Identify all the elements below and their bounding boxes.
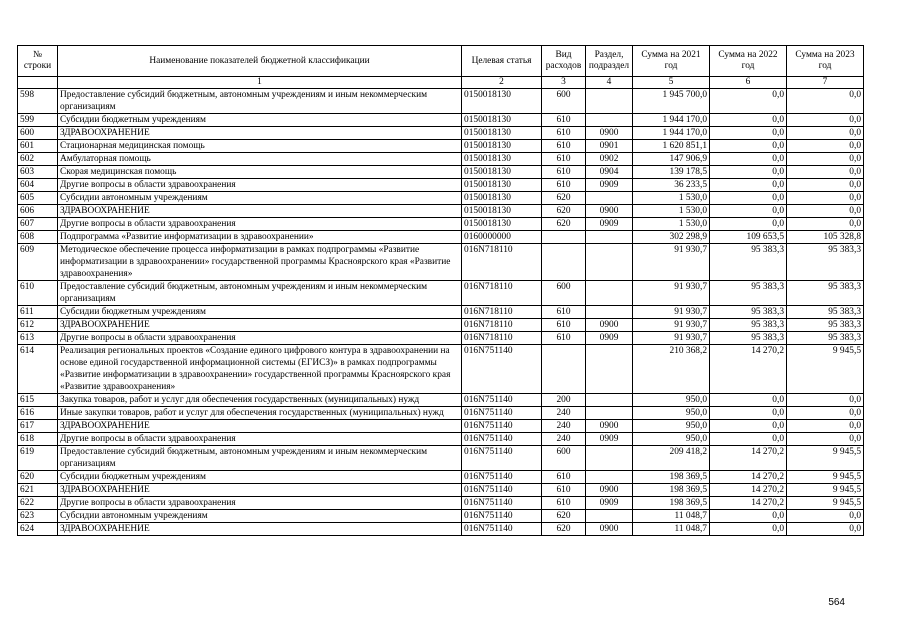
sum-2022: 0,0 [710, 179, 787, 192]
table-row [18, 345, 864, 394]
section-code [586, 471, 633, 484]
expense-type: 610 [542, 127, 586, 140]
sum-2021: 950,0 [633, 420, 710, 433]
sum-2021: 209 418,2 [633, 446, 710, 471]
sum-2021: 1 944 170,0 [633, 114, 710, 127]
expense-type: 610 [542, 306, 586, 319]
sum-2022: 95 383,3 [710, 281, 787, 306]
sum-2021: 1 530,0 [633, 218, 710, 231]
section-code: 0900 [586, 127, 633, 140]
sum-2022: 0,0 [710, 218, 787, 231]
expense-type: 240 [542, 433, 586, 446]
indicator-name: Реализация региональных проектов «Создание единого цифрового контура в здравоохранении на основе единой государственной информационной системы (ЕГИСЗ)» в рамках подпрограммы «Развитие информатизации в здравоохранении» государственной программы Красноярского края «Развитие здравоохранения» [58, 345, 462, 394]
table-row [18, 89, 864, 114]
row-number: 622 [18, 497, 58, 510]
sum-2023: 9 945,5 [787, 345, 864, 394]
sum-2022: 95 383,3 [710, 244, 787, 281]
target-article: 016N718110 [462, 332, 542, 345]
table-row [18, 153, 864, 166]
table-row [18, 497, 864, 510]
page-number: 564 [828, 597, 845, 608]
sum-2021: 139 178,5 [633, 166, 710, 179]
row-number: 612 [18, 319, 58, 332]
section-code: 0909 [586, 332, 633, 345]
sum-2022: 109 653,5 [710, 231, 787, 244]
indicator-name: Другие вопросы в области здравоохранения [58, 433, 462, 446]
target-article: 0150018130 [462, 166, 542, 179]
header-sum-2023: Сумма на 2023 год [787, 46, 864, 77]
sum-2021: 36 233,5 [633, 179, 710, 192]
indicator-name: Предоставление субсидий бюджетным, автономным учреждениям и иным некоммерческим организациям [58, 89, 462, 114]
sum-2022: 95 383,3 [710, 319, 787, 332]
sum-2023: 9 945,5 [787, 484, 864, 497]
sum-2021: 1 530,0 [633, 205, 710, 218]
sum-2022: 0,0 [710, 420, 787, 433]
row-number: 619 [18, 446, 58, 471]
table-row [18, 231, 864, 244]
section-code: 0900 [586, 420, 633, 433]
sum-2021: 91 930,7 [633, 244, 710, 281]
sum-2023: 0,0 [787, 127, 864, 140]
target-article: 016N751140 [462, 407, 542, 420]
header-target-article: Целевая статья [462, 46, 542, 77]
column-number: 6 [710, 77, 787, 89]
sum-2022: 95 383,3 [710, 332, 787, 345]
indicator-name: Субсидии бюджетным учреждениям [58, 114, 462, 127]
indicator-name: Скорая медицинская помощь [58, 166, 462, 179]
target-article: 016N751140 [462, 484, 542, 497]
sum-2021: 210 368,2 [633, 345, 710, 394]
section-code: 0900 [586, 205, 633, 218]
sum-2021: 1 944 170,0 [633, 127, 710, 140]
sum-2021: 198 369,5 [633, 497, 710, 510]
row-number: 599 [18, 114, 58, 127]
sum-2022: 14 270,2 [710, 484, 787, 497]
expense-type: 620 [542, 218, 586, 231]
sum-2022: 0,0 [710, 205, 787, 218]
sum-2022: 14 270,2 [710, 446, 787, 471]
section-code: 0900 [586, 319, 633, 332]
table-row [18, 394, 864, 407]
table-row [18, 281, 864, 306]
indicator-name: Стационарная медицинская помощь [58, 140, 462, 153]
target-article: 0150018130 [462, 89, 542, 114]
section-code [586, 89, 633, 114]
sum-2023: 9 945,5 [787, 446, 864, 471]
table-row [18, 319, 864, 332]
sum-2023: 95 383,3 [787, 332, 864, 345]
table-row [18, 179, 864, 192]
target-article: 016N718110 [462, 319, 542, 332]
target-article: 016N751140 [462, 433, 542, 446]
target-article: 0150018130 [462, 153, 542, 166]
row-number: 608 [18, 231, 58, 244]
target-article: 0150018130 [462, 218, 542, 231]
sum-2023: 0,0 [787, 523, 864, 536]
section-code [586, 446, 633, 471]
sum-2022: 0,0 [710, 153, 787, 166]
sum-2023: 0,0 [787, 140, 864, 153]
sum-2021: 147 906,9 [633, 153, 710, 166]
expense-type: 610 [542, 179, 586, 192]
sum-2022: 14 270,2 [710, 345, 787, 394]
sum-2021: 91 930,7 [633, 319, 710, 332]
sum-2023: 0,0 [787, 433, 864, 446]
indicator-name: Амбулаторная помощь [58, 153, 462, 166]
indicator-name: Иные закупки товаров, работ и услуг для обеспечения государственных (муниципальных) нужд [58, 407, 462, 420]
sum-2023: 0,0 [787, 179, 864, 192]
indicator-name: Субсидии автономным учреждениям [58, 510, 462, 523]
sum-2023: 9 945,5 [787, 497, 864, 510]
header-expense-type: Вид расходов [542, 46, 586, 77]
row-number: 603 [18, 166, 58, 179]
row-number: 624 [18, 523, 58, 536]
sum-2023: 0,0 [787, 153, 864, 166]
indicator-name: Подпрограмма «Развитие информатизации в здравоохранении» [58, 231, 462, 244]
table-row [18, 484, 864, 497]
table-body [18, 89, 864, 536]
target-article: 0150018130 [462, 192, 542, 205]
table-row [18, 306, 864, 319]
section-code: 0901 [586, 140, 633, 153]
expense-type: 610 [542, 153, 586, 166]
expense-type: 610 [542, 332, 586, 345]
sum-2023: 0,0 [787, 407, 864, 420]
table-row [18, 420, 864, 433]
indicator-name: Предоставление субсидий бюджетным, автономным учреждениям и иным некоммерческим организациям [58, 281, 462, 306]
row-number: 614 [18, 345, 58, 394]
table-row [18, 218, 864, 231]
row-number: 604 [18, 179, 58, 192]
row-number: 607 [18, 218, 58, 231]
section-code [586, 394, 633, 407]
expense-type: 610 [542, 319, 586, 332]
target-article: 016N718110 [462, 281, 542, 306]
row-number: 617 [18, 420, 58, 433]
target-article: 016N751140 [462, 523, 542, 536]
sum-2022: 0,0 [710, 192, 787, 205]
sum-2022: 0,0 [710, 523, 787, 536]
header-section: Раздел, подраздел [586, 46, 633, 77]
sum-2023: 95 383,3 [787, 244, 864, 281]
row-number: 620 [18, 471, 58, 484]
expense-type: 620 [542, 205, 586, 218]
section-code: 0909 [586, 433, 633, 446]
section-code: 0902 [586, 153, 633, 166]
sum-2021: 1 620 851,1 [633, 140, 710, 153]
indicator-name: Другие вопросы в области здравоохранения [58, 332, 462, 345]
table-row [18, 114, 864, 127]
sum-2022: 0,0 [710, 394, 787, 407]
target-article: 016N751140 [462, 497, 542, 510]
sum-2021: 950,0 [633, 433, 710, 446]
header-sum-2021: Сумма на 2021 год [633, 46, 710, 77]
table-row [18, 205, 864, 218]
target-article: 016N751140 [462, 446, 542, 471]
sum-2021: 11 048,7 [633, 523, 710, 536]
target-article: 0150018130 [462, 205, 542, 218]
row-number: 611 [18, 306, 58, 319]
section-code [586, 114, 633, 127]
section-code: 0904 [586, 166, 633, 179]
target-article: 016N751140 [462, 420, 542, 433]
sum-2023: 0,0 [787, 114, 864, 127]
table-row [18, 523, 864, 536]
sum-2022: 0,0 [710, 89, 787, 114]
indicator-name: ЗДРАВООХРАНЕНИЕ [58, 484, 462, 497]
sum-2021: 1 530,0 [633, 192, 710, 205]
row-number: 613 [18, 332, 58, 345]
section-code: 0909 [586, 218, 633, 231]
row-number: 618 [18, 433, 58, 446]
target-article: 0150018130 [462, 114, 542, 127]
row-number: 616 [18, 407, 58, 420]
sum-2022: 95 383,3 [710, 306, 787, 319]
column-number: 3 [542, 77, 586, 89]
column-number-row [18, 77, 864, 89]
section-code [586, 231, 633, 244]
sum-2023: 95 383,3 [787, 306, 864, 319]
target-article: 0150018130 [462, 179, 542, 192]
sum-2023: 9 945,5 [787, 471, 864, 484]
section-code: 0900 [586, 523, 633, 536]
column-number: 2 [462, 77, 542, 89]
sum-2022: 14 270,2 [710, 471, 787, 484]
table-row [18, 127, 864, 140]
table-row [18, 471, 864, 484]
column-number: 7 [787, 77, 864, 89]
sum-2022: 0,0 [710, 127, 787, 140]
row-number: 609 [18, 244, 58, 281]
target-article: 016N751140 [462, 471, 542, 484]
sum-2022: 0,0 [710, 166, 787, 179]
sum-2021: 198 369,5 [633, 484, 710, 497]
table-row [18, 433, 864, 446]
sum-2023: 0,0 [787, 218, 864, 231]
row-number: 615 [18, 394, 58, 407]
expense-type: 240 [542, 420, 586, 433]
sum-2021: 198 369,5 [633, 471, 710, 484]
sum-2021: 91 930,7 [633, 281, 710, 306]
section-code [586, 192, 633, 205]
expense-type [542, 244, 586, 281]
indicator-name: Субсидии бюджетным учреждениям [58, 306, 462, 319]
indicator-name: Закупка товаров, работ и услуг для обеспечения государственных (муниципальных) нужд [58, 394, 462, 407]
indicator-name: Субсидии автономным учреждениям [58, 192, 462, 205]
indicator-name: ЗДРАВООХРАНЕНИЕ [58, 319, 462, 332]
indicator-name: ЗДРАВООХРАНЕНИЕ [58, 420, 462, 433]
sum-2021: 950,0 [633, 407, 710, 420]
table-row [18, 192, 864, 205]
target-article: 016N718110 [462, 306, 542, 319]
target-article: 016N751140 [462, 510, 542, 523]
sum-2022: 0,0 [710, 510, 787, 523]
expense-type: 200 [542, 394, 586, 407]
row-number: 610 [18, 281, 58, 306]
header-indicator-name: Наименование показателей бюджетной классификации [58, 46, 462, 77]
row-number: 621 [18, 484, 58, 497]
indicator-name: ЗДРАВООХРАНЕНИЕ [58, 523, 462, 536]
sum-2023: 0,0 [787, 394, 864, 407]
sum-2023: 105 328,8 [787, 231, 864, 244]
target-article: 0160000000 [462, 231, 542, 244]
section-code [586, 281, 633, 306]
row-number: 600 [18, 127, 58, 140]
sum-2022: 0,0 [710, 407, 787, 420]
row-number: 602 [18, 153, 58, 166]
header-sum-2022: Сумма на 2022 год [710, 46, 787, 77]
expense-type: 240 [542, 407, 586, 420]
indicator-name: ЗДРАВООХРАНЕНИЕ [58, 205, 462, 218]
row-number: 601 [18, 140, 58, 153]
column-number: 4 [586, 77, 633, 89]
indicator-name: Другие вопросы в области здравоохранения [58, 497, 462, 510]
table-row [18, 407, 864, 420]
sum-2021: 91 930,7 [633, 332, 710, 345]
sum-2023: 0,0 [787, 89, 864, 114]
sum-2021: 91 930,7 [633, 306, 710, 319]
row-number: 605 [18, 192, 58, 205]
expense-type: 610 [542, 497, 586, 510]
sum-2022: 0,0 [710, 433, 787, 446]
expense-type: 620 [542, 192, 586, 205]
header-row [18, 46, 864, 77]
section-code [586, 244, 633, 281]
expense-type: 600 [542, 89, 586, 114]
indicator-name: Предоставление субсидий бюджетным, автономным учреждениям и иным некоммерческим организациям [58, 446, 462, 471]
sum-2023: 95 383,3 [787, 319, 864, 332]
row-number: 598 [18, 89, 58, 114]
sum-2023: 0,0 [787, 420, 864, 433]
sum-2021: 302 298,9 [633, 231, 710, 244]
sum-2022: 0,0 [710, 140, 787, 153]
section-code [586, 510, 633, 523]
column-number: 5 [633, 77, 710, 89]
expense-type: 620 [542, 523, 586, 536]
sum-2023: 0,0 [787, 166, 864, 179]
indicator-name: Методическое обеспечение процесса информатизации в рамках подпрограммы «Развитие информатизации в здравоохранении» государственной программы Красноярского края «Развитие здравоохранения» [58, 244, 462, 281]
sum-2021: 11 048,7 [633, 510, 710, 523]
row-number: 606 [18, 205, 58, 218]
expense-type: 600 [542, 446, 586, 471]
target-article: 0150018130 [462, 140, 542, 153]
column-number: 1 [58, 77, 462, 89]
indicator-name: Другие вопросы в области здравоохранения [58, 218, 462, 231]
expense-type: 620 [542, 510, 586, 523]
sum-2023: 95 383,3 [787, 281, 864, 306]
indicator-name: Субсидии бюджетным учреждениям [58, 471, 462, 484]
sum-2023: 0,0 [787, 205, 864, 218]
table-row [18, 332, 864, 345]
indicator-name: Другие вопросы в области здравоохранения [58, 179, 462, 192]
section-code: 0900 [586, 484, 633, 497]
table-row [18, 510, 864, 523]
section-code: 0909 [586, 497, 633, 510]
expense-type: 610 [542, 114, 586, 127]
budget-table [17, 45, 864, 536]
column-number [18, 77, 58, 89]
target-article: 016N751140 [462, 345, 542, 394]
section-code [586, 306, 633, 319]
table-row [18, 446, 864, 471]
section-code: 0909 [586, 179, 633, 192]
section-code [586, 345, 633, 394]
target-article: 0150018130 [462, 127, 542, 140]
table-row [18, 140, 864, 153]
sum-2021: 1 945 700,0 [633, 89, 710, 114]
header-row-number: № строки [18, 46, 58, 77]
table-row [18, 244, 864, 281]
sum-2022: 0,0 [710, 114, 787, 127]
target-article: 016N751140 [462, 394, 542, 407]
expense-type [542, 345, 586, 394]
target-article: 016N718110 [462, 244, 542, 281]
expense-type: 600 [542, 281, 586, 306]
expense-type: 610 [542, 166, 586, 179]
sum-2023: 0,0 [787, 510, 864, 523]
expense-type: 610 [542, 471, 586, 484]
expense-type: 610 [542, 484, 586, 497]
expense-type: 610 [542, 140, 586, 153]
section-code [586, 407, 633, 420]
sum-2022: 14 270,2 [710, 497, 787, 510]
sum-2023: 0,0 [787, 192, 864, 205]
sum-2021: 950,0 [633, 394, 710, 407]
table-row [18, 166, 864, 179]
expense-type [542, 231, 586, 244]
row-number: 623 [18, 510, 58, 523]
indicator-name: ЗДРАВООХРАНЕНИЕ [58, 127, 462, 140]
